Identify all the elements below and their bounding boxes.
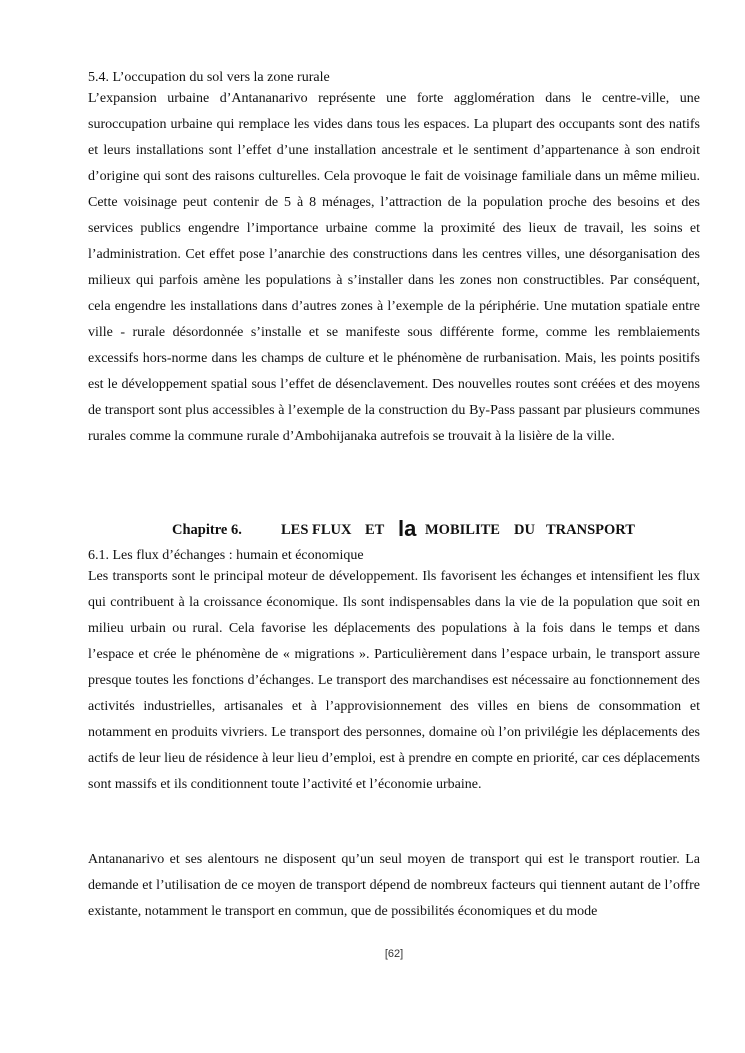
section-5-4-heading: 5.4. L’occupation du sol vers la zone rurale (88, 70, 330, 85)
chapter-word-flux: LES FLUX (281, 522, 352, 538)
chapter-word-et: ET (365, 522, 385, 538)
chapter-word-mobilite: MOBILITE (425, 522, 500, 538)
section-6-1-heading: 6.1. Les flux d’échanges : humain et économique (88, 548, 364, 563)
chapter-word-du: DU (514, 522, 535, 538)
section-6-1-paragraph-1: Les transports sont le principal moteur de développement. Ils favorisent les échanges et intensifient les flux qui contribuent à la croissance économique. Ils sont indispensables dans la vie de la population que soit en milieu urbain ou rural. Cela favorise les déplacements des populations à la fois dans le temps et dans l’espace et crée le phénomène de « migrations ». Particulièrement dans l’espace urbain, le transport assure presque toutes les fonctions d’échanges. Le transport des marchandises est nécessaire au fonctionnement des activités industrielles, artisanales et à l’approvisionnement des villes en biens de consommation et notamment en produits vivriers. Le transport des personnes, domaine où l’on privilégie les déplacements des actifs de leur lieu de résidence à leur lieu d’emploi, est à prendre en compte en priorité, car ces déplacements sont massifs et ils conditionnent toute l’activité et l’économie urbaine. (88, 569, 700, 792)
chapter-label: Chapitre 6. (172, 522, 242, 538)
chapter-word-transport: TRANSPORT (546, 522, 635, 538)
chapter-word-la: la (398, 516, 417, 541)
section-5-4-paragraph: L’expansion urbaine d’Antananarivo représente une forte agglomération dans le centre-ville, une suroccupation urbaine qui remplace les vides dans tous les espaces. La plupart des occupants sont des natifs et leurs installations sont l’effet d’une installation ancestrale et le sentiment d’appartenance à son endroit d’origine qui sont des raisons culturelles. Cela provoque le fait de voisinage familiale dans un même milieu. Cette voisinage peut contenir de 5 à 8 ménages, l’attraction de la population proche des besoins et des services publics engendre l’importance urbaine comme la proximité des lieux de travail, les soins et l’administration. Cet effet pose l’anarchie des constructions dans les centres villes, une désorganisation des milieux qui parfois amène les populations à s’installer dans les zones non constructibles. Par conséquent, cela engendre les installations dans d’autres zones à l’exemple de la périphérie. Une mutation spatiale entre ville - rurale désordonnée s’installe et se manifeste sous différente forme, comme les remblaiements excessifs hors-norme dans les champs de culture et le phénomène de rurbanisation. Mais, les points positifs est le développement spatial sous l’effet de désenclavement. Des nouvelles routes sont créées et des moyens de transport sont plus accessibles à l’exemple de la construction du By-Pass passant par plusieurs communes rurales comme la commune rurale d’Ambohijanaka autrefois se trouvait à la lisière de la ville. (88, 91, 700, 444)
page-number: [62] (384, 948, 404, 960)
chapter-6-title (88, 516, 700, 546)
section-6-1-paragraph-2: Antananarivo et ses alentours ne disposent qu’un seul moyen de transport qui est le transport routier. La demande et l’utilisation de ce moyen de transport dépend de nombreux facteurs qui tiennent autant de l’offre existante, notamment le transport en commun, que de possibilités économiques et du mode (88, 852, 700, 919)
